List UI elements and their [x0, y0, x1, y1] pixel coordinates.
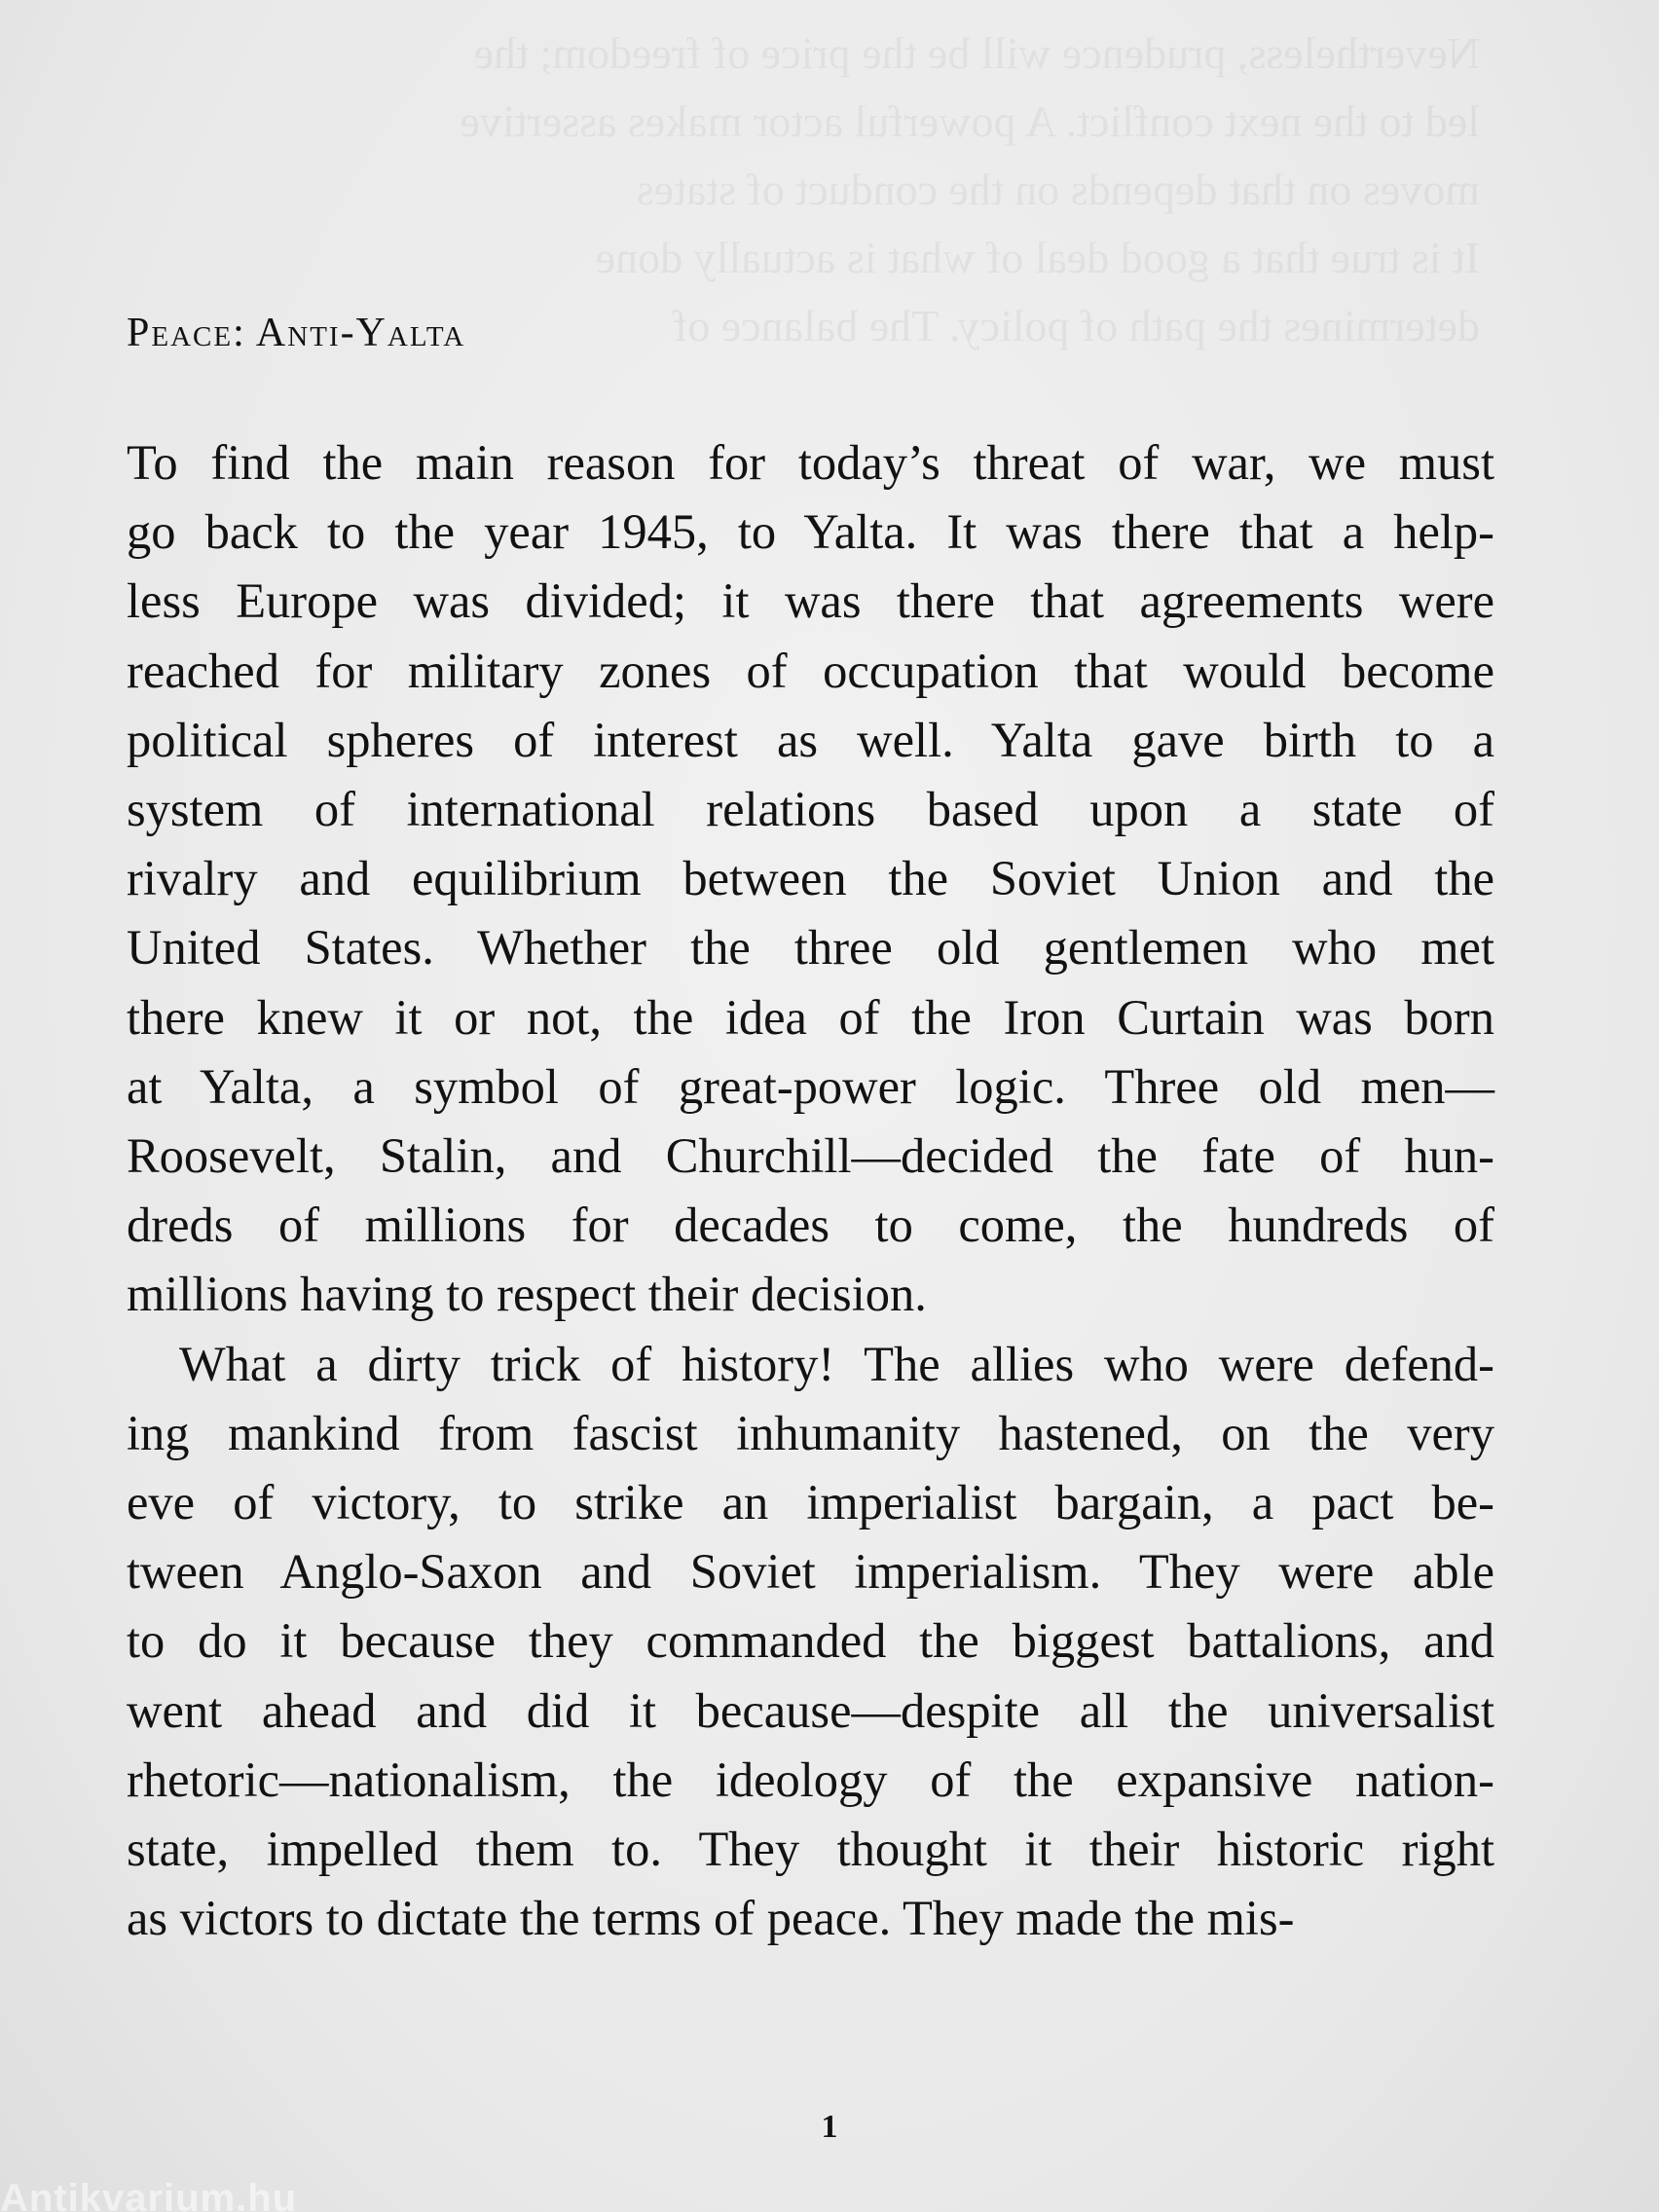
text-line: ing mankind from fascist inhumanity hastened, on the very [127, 1405, 1494, 1460]
section-heading: Peace: Anti-Yalta [127, 311, 466, 355]
text-line: went ahead and did it because—despite all the universalist [127, 1682, 1494, 1738]
text-line: system of international relations based upon a state of [127, 782, 1494, 837]
text-line: at Yalta, a symbol of great-power logic. Three old men— [127, 1058, 1494, 1114]
text-line: rhetoric—nationalism, the ideology of the expansive nation- [127, 1751, 1494, 1807]
text-line: tween Anglo-Saxon and Soviet imperialism. They were able [127, 1544, 1494, 1600]
page-number: 1 [821, 2109, 838, 2145]
text-line: less Europe was divided; it was there that agreements were [127, 573, 1494, 629]
show-through-text: Nevertheless, prudence will be the price of freedom; the led to the next conflict. A powerful actor makes assertive moves on that depends on the conduct of states It is true that a good deal of what is actually done determines the path of policy. The balance of [460, 28, 1480, 350]
paragraph [127, 428, 1494, 1330]
text-line: What a dirty trick of history! The allies who were defend- [179, 1336, 1494, 1391]
text-line: United States. Whether the three old gentlemen who met [127, 920, 1494, 976]
text-line: go back to the year 1945, to Yalta. It was there that a help- [127, 504, 1494, 560]
text-line: state, impelled them to. They thought it their historic right [127, 1822, 1494, 1877]
text-line: there knew it or not, the idea of the Iron Curtain was born [127, 989, 1494, 1045]
watermark-logo: Antikvarium.hu [0, 2177, 298, 2212]
text-line: Roosevelt, Stalin, and Churchill—decided the fate of hun- [127, 1128, 1494, 1184]
text-line: rivalry and equilibrium between the Soviet Union and the [127, 851, 1494, 906]
text-line: to do it because they commanded the biggest battalions, and [127, 1613, 1494, 1669]
body-text [127, 428, 1494, 1953]
text-line: dreds of millions for decades to come, the hundreds of [127, 1198, 1494, 1253]
text-line: millions having to respect their decision. [127, 1267, 927, 1322]
paragraph [127, 1330, 1494, 1954]
text-line: political spheres of interest as well. Yalta gave birth to a [127, 712, 1494, 767]
text-line: as victors to dictate the terms of peace. They made the mis- [127, 1891, 1295, 1946]
text-line: To find the main reason for today’s threat of war, we must [127, 435, 1494, 490]
text-line: reached for military zones of occupation that would become [127, 643, 1494, 698]
text-line: eve of victory, to strike an imperialist bargain, a pact be- [127, 1475, 1494, 1530]
